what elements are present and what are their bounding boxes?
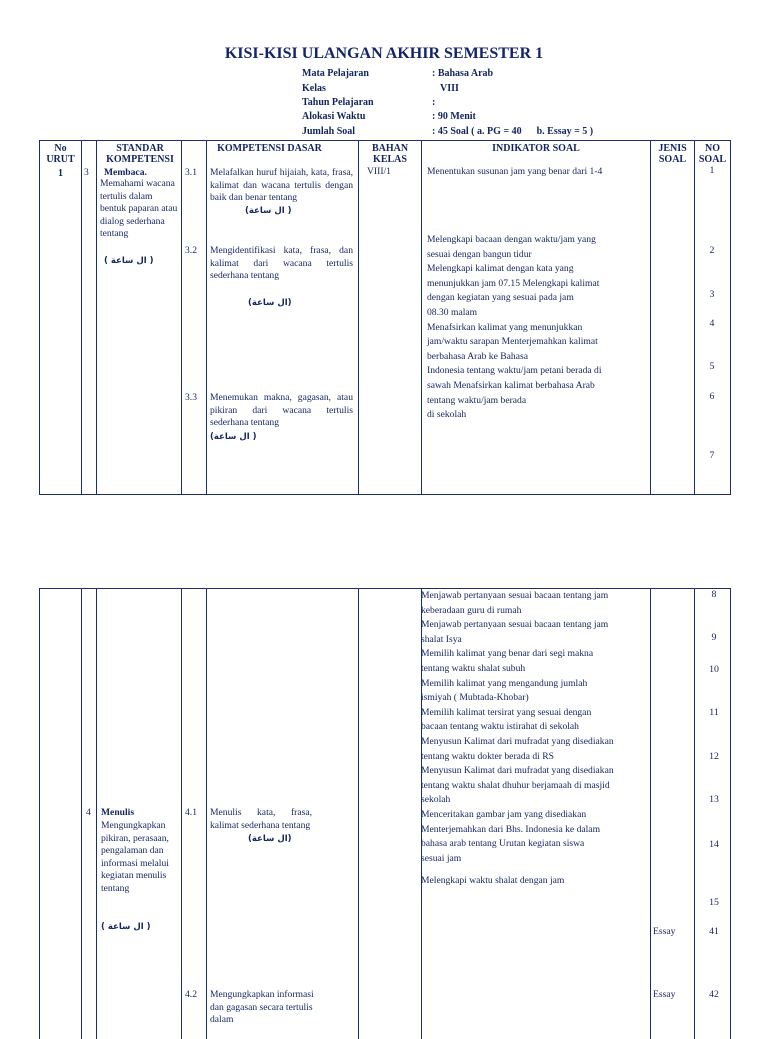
kd-text-4-1: Menulis kata, frasa, kalimat sederhana tentang [210,807,312,831]
indikator-line: Menterjemahkan dari Bhs. Indonesia ke dalam [421,823,601,835]
meta-label-jumlah: Jumlah Soal [302,126,356,137]
kisi-table-2 [39,588,731,1039]
kd-arabic-3-1: (ال ساعة ) [245,206,292,216]
indikator-line: bahasa arab tentang Urutan kegiatan siswa [421,838,585,850]
no-soal-11: 11 [709,707,719,718]
indikator-line: menunjukkan jam 07.15 Melengkapi kalimat [427,277,600,289]
indikator-line: tentang waktu dokter berada di RS [421,750,554,762]
kd-number-3-3: 3.3 [185,392,197,403]
no-soal-10: 10 [709,664,719,675]
kd-arabic-3-3: (ال ساعة ) [210,432,257,442]
indikator-line: berbahasa Arab ke Bahasa [427,350,528,362]
meta-label-tahun: Tahun Pelajaran [302,97,374,108]
header-indikator-soal: INDIKATOR SOAL [492,143,580,154]
indikator-line: Melengkapi bacaan dengan waktu/jam yang [427,234,596,245]
kd-text-3-3: Menemukan makna, gagasan, atau pikiran dari wacana tertulis sederhana tentang [210,392,353,428]
sk-text: Mengungkapkan pikiran, perasaan, pengalaman dan informasi melalui kegiatan menulis tentang [101,820,169,894]
sk-arabic: ( ال ساعة ) [104,256,154,266]
bahan-kelas-value: VIII/1 [367,166,391,177]
no-soal-41: 41 [709,926,719,937]
kd-arabic-3-2: (ال ساعة) [248,298,292,308]
meta-label-kelas: Kelas [302,83,326,94]
meta-value-mata-pelajaran: : Bahasa Arab [432,68,494,79]
kd-text-3-2: Mengidentifikasi kata, frasa, dan kalimat dari wacana tertulis sederhana tentang [210,245,353,281]
indikator-line: Memilih kalimat yang benar dari segi makna [421,648,594,660]
sk-title: Membaca. [104,167,147,178]
sk-title: Menulis [101,807,135,818]
kd-text-4-2: Mengungkapkan informasi dan gagasan secara tertulis dalam [210,989,314,1025]
no-soal-12: 12 [709,751,719,762]
no-soal-14: 14 [709,839,719,850]
indikator-line: sekolah [421,794,451,806]
indikator-line: shalat Isya [421,633,462,645]
kisi-table-1 [39,140,731,495]
header-no-soal: NO SOAL [698,143,727,165]
no-soal-1: 1 [709,165,715,176]
meta-value-jumlah: : 45 Soal ( a. PG = 40 b. Essay = 5 ) [432,126,594,137]
indikator-last: Melengkapi waktu shalat dengan jam [421,875,565,886]
indikator-line: keberadaan guru di rumah [421,604,522,616]
header-bahan-kelas: BAHAN KELAS [371,143,409,165]
indikator-line: Menceritakan gambar jam yang disediakan [421,808,587,820]
jenis-soal-essay-41: Essay [653,926,676,937]
no-soal-7: 7 [709,450,715,461]
document-title: KISI-KISI ULANGAN AKHIR SEMESTER 1 [224,45,544,62]
indikator-list-2 [421,589,649,866]
indikator-line: bacaan tentang waktu istirahat di sekolah [421,721,579,733]
kd-number-4-2: 4.2 [185,989,197,1000]
indikator-line: tentang waktu/jam berada [427,394,527,406]
no-soal-42: 42 [709,989,719,1000]
no-soal-9: 9 [711,632,717,643]
indikator-first: Menentukan susunan jam yang benar dari 1-4 [427,166,603,177]
indikator-line: Memilih kalimat tersirat yang sesuai dengan [421,706,592,718]
header-kompetensi-dasar: KOMPETENSI DASAR [217,143,322,154]
sk-text: Memahami wacana tertulis dalam bentuk paparan atau dialog sederhana tentang [100,178,178,239]
kd-number-3-1: 3.1 [185,167,197,178]
indikator-line: sesuai jam [421,852,462,864]
indikator-line: Menyusun Kalimat dari mufradat yang disediakan [421,765,614,777]
kd-number-3-2: 3.2 [185,245,197,256]
sk-number: 4 [86,807,91,818]
meta-value-kelas: VIII [440,83,459,94]
no-soal-15: 15 [709,897,719,908]
kd-arabic-4-1: (ال ساعة) [248,834,292,844]
no-soal-2: 2 [709,245,715,256]
meta-value-alokasi: : 90 Menit [432,111,476,122]
meta-label-mata-pelajaran: Mata Pelajaran [302,68,369,79]
jenis-soal-essay-42: Essay [653,989,676,1000]
indikator-line: di sekolah [427,409,467,421]
header-standar-kompetensi: STANDAR KOMPETENSI [106,143,174,165]
indikator-line: sawah Menafsirkan kalimat berbahasa Arab [427,379,595,391]
meta-label-alokasi: Alokasi Waktu [302,111,366,122]
indikator-line: tentang waktu shalat subuh [421,662,526,674]
indikator-line: 08.30 malam [427,306,478,318]
indikator-line: sesuai dengan bangun tidur [427,248,532,260]
no-soal-5: 5 [709,361,715,372]
indikator-list-1 [427,233,649,423]
kd-text-3-1: Melafalkan huruf hijaiah, kata, frasa, kalimat dan wacana tertulis dengan baik dan benar tentang [210,167,353,203]
indikator-line: Menjawab pertanyaan sesuai bacaan tentang jam [421,619,609,631]
indikator-line: jam/waktu sarapan Menterjemahkan kalimat [427,336,598,348]
indikator-line: Menafsirkan kalimat yang menunjukkan [427,321,583,333]
no-soal-3: 3 [709,289,715,300]
indikator-line: Indonesia tentang waktu/jam petani berada di [427,365,602,377]
no-soal-4: 4 [709,318,715,329]
indikator-line: ismiyah ( Mubtada-Khobar) [421,692,529,704]
indikator-line: Menjawab pertanyaan sesuai bacaan tentang jam [421,590,609,601]
no-soal-8: 8 [711,589,717,600]
indikator-line: Memilih kalimat yang mengandung jumlah [421,677,588,689]
meta-value-tahun: : [432,97,436,108]
indikator-line: Menyusun Kalimat dari mufradat yang disediakan [421,735,614,747]
indikator-line: dengan kegiatan yang sesuai pada jam [427,292,574,304]
header-jenis-soal: JENIS SOAL [658,143,687,165]
no-urut-value: 1 [58,168,63,179]
kd-number-4-1: 4.1 [185,807,197,818]
indikator-line: tentang waktu shalat dhuhur berjamaah di masjid [421,779,610,791]
header-no-urut: No URUT [46,143,75,165]
sk-arabic: ( ال ساعة ) [101,922,151,932]
no-soal-13: 13 [709,794,719,805]
sk-number: 3 [84,167,89,178]
indikator-line: Melengkapi kalimat dengan kata yang [427,263,574,275]
no-soal-6: 6 [709,391,715,402]
